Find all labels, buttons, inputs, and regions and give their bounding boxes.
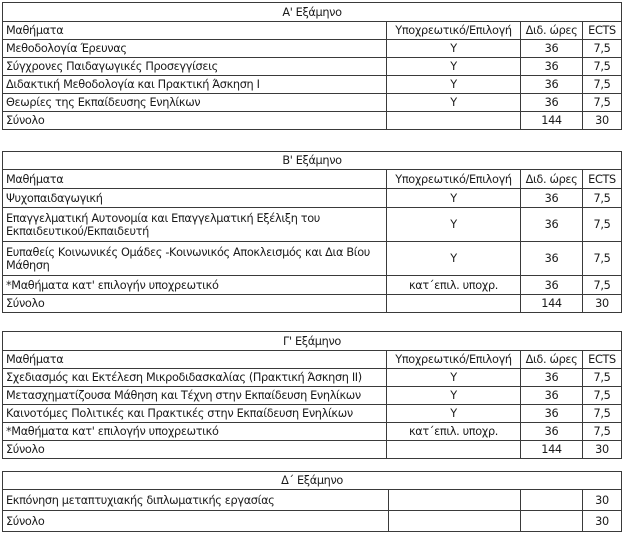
column-header-hours: Διδ. ώρες xyxy=(521,22,583,40)
course-name: Ψυχοπαιδαγωγική xyxy=(3,189,387,208)
course-hours: 36 xyxy=(521,423,583,441)
course-ects: 7,5 xyxy=(583,189,622,208)
course-ects: 7,5 xyxy=(583,369,622,387)
course-name: Μεθοδολογία Έρευνας xyxy=(3,40,387,58)
total-row xyxy=(3,112,622,130)
course-hours: 36 xyxy=(521,387,583,405)
course-type: Υ xyxy=(387,189,521,208)
course-name: *Μαθήματα κατ' επιλογήν υποχρεωτικό xyxy=(3,423,387,441)
total-hours: 144 xyxy=(521,441,583,459)
course-type xyxy=(389,490,521,511)
total-type xyxy=(387,295,521,313)
course-type: Υ xyxy=(387,208,521,242)
course-name: Σχεδιασμός και Εκτέλεση Μικροδιδασκαλίας (Πρακτική Άσκηση ΙΙ) xyxy=(3,369,387,387)
course-hours: 36 xyxy=(521,276,583,295)
semester-title: Γ' Εξάμηνο xyxy=(3,332,622,351)
course-type: Υ xyxy=(387,58,521,76)
total-row xyxy=(3,441,622,459)
course-type: Υ xyxy=(387,369,521,387)
table-row xyxy=(3,76,622,94)
course-ects: 7,5 xyxy=(583,387,622,405)
course-name: *Μαθήματα κατ' επιλογήν υποχρεωτικό xyxy=(3,276,387,295)
total-hours: 144 xyxy=(521,112,583,130)
column-header-type: Υποχρεωτικό/Επιλογή xyxy=(387,170,521,189)
course-ects: 7,5 xyxy=(583,208,622,242)
semester-a-table xyxy=(2,2,622,130)
course-ects: 7,5 xyxy=(583,58,622,76)
table-row xyxy=(3,387,622,405)
course-type: Υ xyxy=(387,40,521,58)
semester-title: Δ΄ Εξάμηνο xyxy=(3,472,622,490)
total-label: Σύνολο xyxy=(3,441,387,459)
column-header-ects: ECTS xyxy=(583,170,622,189)
column-header-row xyxy=(3,22,622,40)
course-ects: 7,5 xyxy=(583,276,622,295)
course-hours: 36 xyxy=(521,189,583,208)
course-hours xyxy=(521,490,583,511)
column-header-type: Υποχρεωτικό/Επιλογή xyxy=(387,351,521,369)
column-header-ects: ECTS xyxy=(583,22,622,40)
course-hours: 36 xyxy=(521,94,583,112)
course-name: Σύγχρονες Παιδαγωγικές Προσεγγίσεις xyxy=(3,58,387,76)
semester-d-table xyxy=(2,471,622,532)
course-hours: 36 xyxy=(521,208,583,242)
course-ects: 7,5 xyxy=(583,423,622,441)
column-header-courses: Μαθήματα xyxy=(3,351,387,369)
course-type: Υ xyxy=(387,387,521,405)
column-header-courses: Μαθήματα xyxy=(3,170,387,189)
total-type xyxy=(387,441,521,459)
semester-b-table xyxy=(2,151,622,313)
course-name: Επαγγελματική Αυτονομία και Επαγγελματική Εξέλιξη του Εκπαιδευτικού/Εκπαιδευτή xyxy=(3,208,387,242)
table-row xyxy=(3,276,622,295)
column-header-courses: Μαθήματα xyxy=(3,22,387,40)
table-row xyxy=(3,423,622,441)
column-header-hours: Διδ. ώρες xyxy=(521,351,583,369)
total-label: Σύνολο xyxy=(3,112,387,130)
course-hours: 36 xyxy=(521,405,583,423)
course-name: Μετασχηματίζουσα Μάθηση και Τέχνη στην Εκπαίδευση Ενηλίκων xyxy=(3,387,387,405)
table-row xyxy=(3,94,622,112)
course-ects: 7,5 xyxy=(583,40,622,58)
course-hours: 36 xyxy=(521,369,583,387)
course-type: κατ΄επιλ. υποχρ. xyxy=(387,423,521,441)
semester-title: Β' Εξάμηνο xyxy=(3,152,622,170)
course-ects: 7,5 xyxy=(583,242,622,276)
column-header-ects: ECTS xyxy=(583,351,622,369)
course-hours: 36 xyxy=(521,58,583,76)
course-name: Εκπόνηση μεταπτυχιακής διπλωματικής εργασίας xyxy=(3,490,389,511)
total-hours xyxy=(521,511,583,532)
total-ects: 30 xyxy=(583,295,622,313)
course-ects: 7,5 xyxy=(583,94,622,112)
semester-title: Α' Εξάμηνο xyxy=(3,3,622,22)
course-name: Διδακτική Μεθοδολογία και Πρακτική Άσκηση Ι xyxy=(3,76,387,94)
course-name: Καινοτόμες Πολιτικές και Πρακτικές στην Εκπαίδευση Ενηλίκων xyxy=(3,405,387,423)
table-row xyxy=(3,40,622,58)
table-row xyxy=(3,189,622,208)
course-hours: 36 xyxy=(521,242,583,276)
total-type xyxy=(387,112,521,130)
course-hours: 36 xyxy=(521,76,583,94)
total-type xyxy=(389,511,521,532)
table-row xyxy=(3,490,622,511)
total-row xyxy=(3,511,622,532)
course-type: Υ xyxy=(387,94,521,112)
course-type: Υ xyxy=(387,76,521,94)
column-header-hours: Διδ. ώρες xyxy=(521,170,583,189)
total-row xyxy=(3,295,622,313)
table-row xyxy=(3,208,622,242)
course-type: Υ xyxy=(387,242,521,276)
total-ects: 30 xyxy=(583,112,622,130)
course-type: κατ΄επιλ. υποχρ. xyxy=(387,276,521,295)
course-ects: 7,5 xyxy=(583,405,622,423)
course-ects: 30 xyxy=(583,490,622,511)
table-row xyxy=(3,369,622,387)
course-hours: 36 xyxy=(521,40,583,58)
column-header-row xyxy=(3,170,622,189)
total-hours: 144 xyxy=(521,295,583,313)
course-name: Ευπαθείς Κοινωνικές Ομάδες -Κοινωνικός Αποκλεισμός και Δια Βίου Μάθηση xyxy=(3,242,387,276)
semester-c-table xyxy=(2,331,622,459)
course-type: Υ xyxy=(387,405,521,423)
table-row xyxy=(3,242,622,276)
course-name: Θεωρίες της Εκπαίδευσης Ενηλίκων xyxy=(3,94,387,112)
column-header-type: Υποχρεωτικό/Επιλογή xyxy=(387,22,521,40)
course-ects: 7,5 xyxy=(583,76,622,94)
total-ects: 30 xyxy=(583,441,622,459)
total-ects: 30 xyxy=(583,511,622,532)
total-label: Σύνολο xyxy=(3,511,389,532)
column-header-row xyxy=(3,351,622,369)
total-label: Σύνολο xyxy=(3,295,387,313)
table-row xyxy=(3,405,622,423)
table-row xyxy=(3,58,622,76)
